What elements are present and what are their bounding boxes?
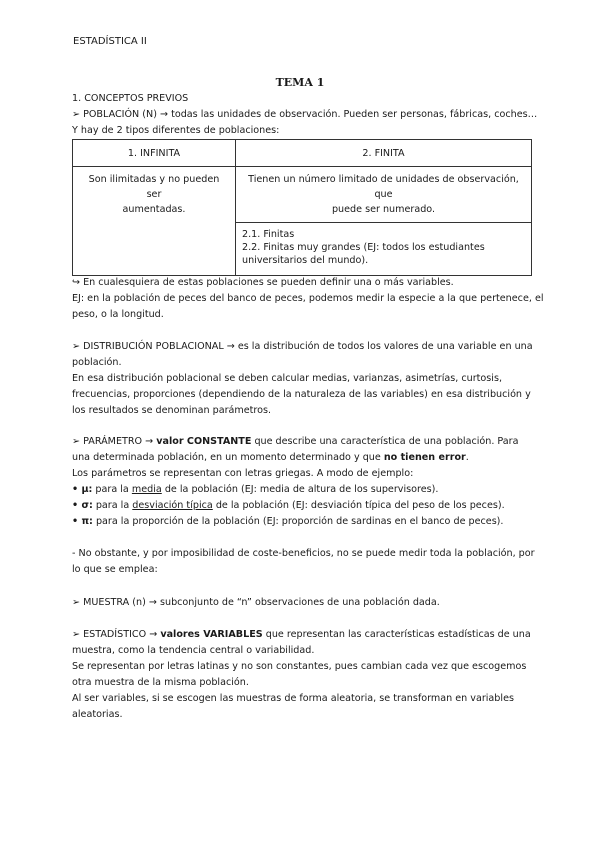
text-run: ➢ PARÁMETRO →: [72, 436, 157, 447]
estadistico-text: otra muestra de la misma población.: [72, 677, 249, 688]
bullet-sigma: [72, 500, 505, 511]
symbol-sigma: • σ:: [72, 500, 93, 511]
table-header-infinita: 1. INFINITA: [73, 140, 236, 167]
poblacion-definition: ➢ POBLACIÓN (N) → todas las unidades de observación. Pueden ser personas, fábricas, coches…: [72, 109, 538, 120]
variables-note: ↪ En cualesquiera de estas poblaciones se pueden definir una o más variables.: [72, 277, 454, 288]
distribucion-text: frecuencias, proporciones (dependiendo de la naturaleza de las variables) en esa distribución y: [72, 389, 531, 400]
underlined-term: media: [131, 484, 162, 495]
symbol-pi: • π:: [72, 516, 93, 527]
text-run: que describe una característica de una población. Para: [251, 436, 519, 447]
bold-term: valores VARIABLES: [160, 629, 263, 640]
parametro-intro: Los parámetros se representan con letras griegas. A modo de ejemplo:: [72, 468, 414, 479]
estadistico-definition: [72, 629, 531, 640]
estadistico-definition-cont: muestra, como la tendencia central o variabilidad.: [72, 645, 315, 656]
finita-subtypes: [236, 223, 532, 276]
population-types-table: [72, 139, 532, 276]
text-run: .: [465, 452, 469, 463]
obstante-text: - No obstante, y por imposibilidad de coste-beneficios, no se puede medir toda la población, por: [72, 548, 535, 559]
text-run: de la población (EJ: desviación típica del peso de los peces).: [212, 500, 505, 511]
distribucion-text: En esa distribución poblacional se deben calcular medias, varianzas, asimetrías, curtosis,: [72, 373, 503, 384]
muestra-definition: ➢ MUESTRA (n) → subconjunto de “n” observaciones de una población dada.: [72, 597, 440, 608]
text-run: que representan las características estadísticas de una: [262, 629, 531, 640]
finita-subtype: universitarios del mundo).: [242, 255, 369, 266]
bold-term: no tienen error: [383, 452, 466, 463]
obstante-text-cont: lo que se emplea:: [72, 564, 158, 575]
distribucion-definition-cont: población.: [72, 357, 122, 368]
variables-example: EJ: en la población de peces del banco de peces, podemos medir la especie a la que pertenece, el: [72, 293, 544, 304]
bold-term: valor CONSTANTE: [156, 436, 252, 447]
finita-subtype: 2.1. Finitas: [242, 229, 295, 240]
symbol-mu: • μ:: [72, 484, 93, 495]
page-title: TEMA 1: [275, 76, 325, 89]
text-run: para la: [92, 500, 133, 511]
text-run: para la: [92, 484, 132, 495]
bullet-pi: [72, 516, 503, 527]
estadistico-text: Al ser variables, si se escogen las muestras de forma aleatoria, se transforman en variables: [72, 693, 514, 704]
page-header: ESTADÍSTICA II: [73, 36, 147, 47]
finita-subtype: 2.2. Finitas muy grandes (EJ: todos los estudiantes: [242, 242, 485, 253]
text-run: ➢ ESTADÍSTICO →: [72, 629, 161, 640]
text-run: una determinada población, en un momento determinado y que: [72, 452, 384, 463]
infinita-desc-line: aumentadas.: [122, 204, 186, 215]
variables-example-cont: peso, o la longitud.: [72, 309, 164, 320]
bullet-mu: [72, 484, 438, 495]
estadistico-text: aleatorias.: [72, 709, 123, 720]
table-header-finita: 2. FINITA: [236, 140, 532, 167]
text-run: de la población (EJ: media de altura de los supervisores).: [161, 484, 439, 495]
infinita-desc-line: Son ilimitadas y no pueden ser: [88, 174, 220, 200]
estadistico-text: Se representan por letras latinas y no son constantes, pues cambian cada vez que escogemos: [72, 661, 527, 672]
poblacion-types-intro: Y hay de 2 tipos diferentes de poblaciones:: [72, 125, 280, 136]
text-run: para la proporción de la población (EJ: proporción de sardinas en el banco de peces).: [92, 516, 504, 527]
parametro-definition: [72, 436, 519, 447]
distribucion-text: los resultados se denominan parámetros.: [72, 405, 272, 416]
finita-description: [236, 167, 532, 223]
finita-desc-line: puede ser numerado.: [331, 204, 436, 215]
finita-desc-line: Tienen un número limitado de unidades de observación, que: [248, 174, 519, 200]
parametro-definition-cont: [72, 452, 469, 463]
section-heading: 1. CONCEPTOS PREVIOS: [72, 93, 189, 104]
underlined-term: desviación típica: [132, 500, 213, 511]
distribucion-definition: ➢ DISTRIBUCIÓN POBLACIONAL → es la distribución de todos los valores de una variable en una: [72, 341, 533, 352]
infinita-description: [73, 167, 236, 276]
